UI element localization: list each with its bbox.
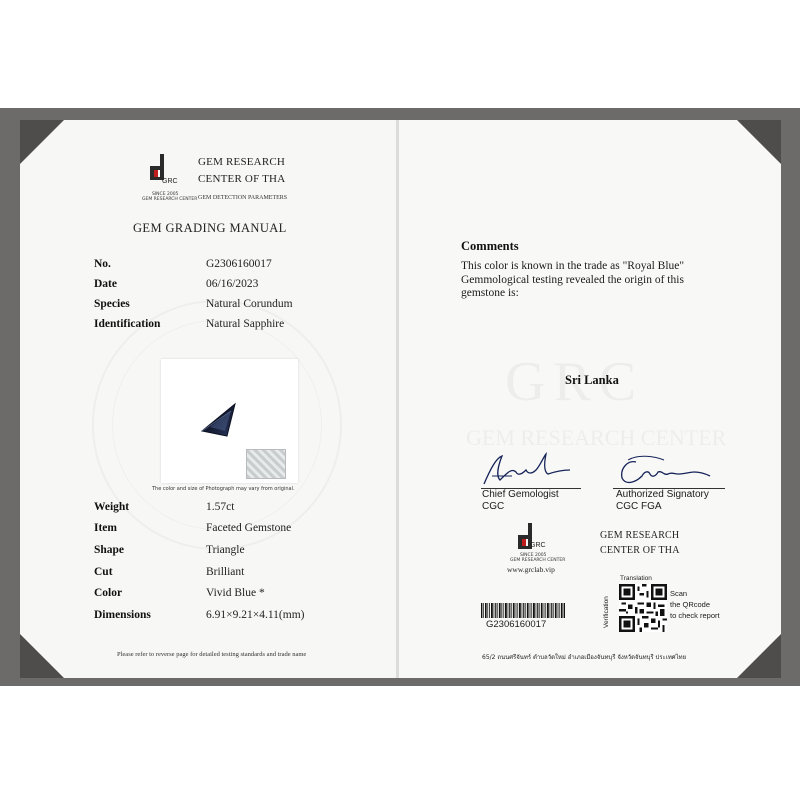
qr-note-line-2: the QRcode (670, 600, 711, 609)
qr-verification-label: Verification (603, 596, 610, 628)
brand-line-2: CENTER OF THA (198, 173, 286, 185)
row-value-species: Natural Corundum (206, 298, 293, 310)
grc-since: SINCE 2005 (152, 192, 179, 197)
row-label-color: Color (94, 587, 123, 599)
authorized-signatory-title: Authorized Signatory (616, 489, 709, 500)
comments-text: This color is known in the trade as "Royal Blue" Gemmological testing revealed the origin of this gemstone is: (461, 260, 685, 299)
qr-code-icon (619, 584, 667, 632)
chief-gemologist-signature (478, 450, 574, 490)
document-title: GEM GRADING MANUAL (133, 221, 287, 235)
row-label-identification: Identification (94, 318, 161, 330)
row-value-shape: Triangle (206, 544, 245, 556)
row-label-dimensions: Dimensions (94, 609, 151, 621)
security-hologram (246, 449, 286, 479)
grc-center-line: GEM RESEARCH CENTER (142, 197, 198, 202)
grc-logo (140, 154, 198, 204)
right-brand-line-2: CENTER OF THA (600, 545, 680, 556)
row-label-cut: Cut (94, 566, 113, 578)
row-label-species: Species (94, 298, 130, 310)
qr-note-line-1: Scan (670, 589, 688, 598)
grc-logo-right-icon (516, 523, 546, 557)
row-label-date: Date (94, 278, 117, 290)
verification-qr-code[interactable] (619, 584, 667, 632)
corner-holder-top-left (20, 120, 64, 164)
qr-translation-label: Translation (620, 575, 652, 582)
grc-watermark-sub (466, 425, 726, 451)
row-label-no: No. (94, 258, 111, 270)
grc-right-center-line: GEM RESEARCH CENTER (510, 558, 566, 563)
row-label-item: Item (94, 522, 117, 534)
brand-tagline: GEM DETECTION PARAMETERS (198, 195, 288, 201)
grc-logo-text: GRC (162, 178, 178, 185)
authorized-signatory-signature (614, 452, 714, 490)
grc-right-since: SINCE 2005 (520, 553, 547, 558)
origin-value: Sri Lanka (565, 373, 619, 387)
row-value-weight: 1.57ct (206, 501, 235, 513)
grc-logo-right-text: GRC (530, 542, 546, 549)
corner-holder-bottom-left (20, 634, 64, 678)
chief-gemologist-org: CGC (482, 501, 505, 512)
lab-address: 65/2 ถนนศรีจันทร์ ตำบลวัดใหม่ อำเภอเมืองจันทบุรี จังหวัดจันทบุรี ประเทศไทย (482, 654, 687, 661)
corner-holder-bottom-right (737, 634, 781, 678)
photo-disclaimer: The color and size of Photograph may vary from original. (152, 486, 295, 492)
brand-line-1: GEM RESEARCH (198, 156, 286, 168)
qr-note-line-3: to check report (670, 611, 720, 620)
row-value-cut: Brilliant (206, 566, 245, 578)
row-label-weight: Weight (94, 501, 130, 513)
corner-holder-top-right (737, 120, 781, 164)
row-label-shape: Shape (94, 544, 125, 556)
chief-gemologist-title: Chief Gemologist (482, 489, 559, 500)
report-barcode (481, 603, 565, 618)
left-footer-note: Please refer to reverse page for detailed testing standards and trade name (117, 651, 307, 658)
right-brand-line-1: GEM RESEARCH (600, 530, 680, 541)
row-value-item: Faceted Gemstone (206, 522, 292, 534)
authorized-signatory-org: CGC FGA (616, 501, 662, 512)
row-value-date: 06/16/2023 (206, 278, 259, 290)
barcode-number: G2306160017 (486, 619, 547, 630)
row-value-no: G2306160017 (206, 258, 272, 270)
row-value-identification: Natural Sapphire (206, 318, 285, 330)
row-value-color: Vivid Blue * (206, 587, 265, 599)
comments-heading: Comments (461, 239, 519, 253)
row-value-dimensions: 6.91×9.21×4.11(mm) (206, 609, 305, 621)
website-url: www.grclab.vip (507, 565, 555, 574)
